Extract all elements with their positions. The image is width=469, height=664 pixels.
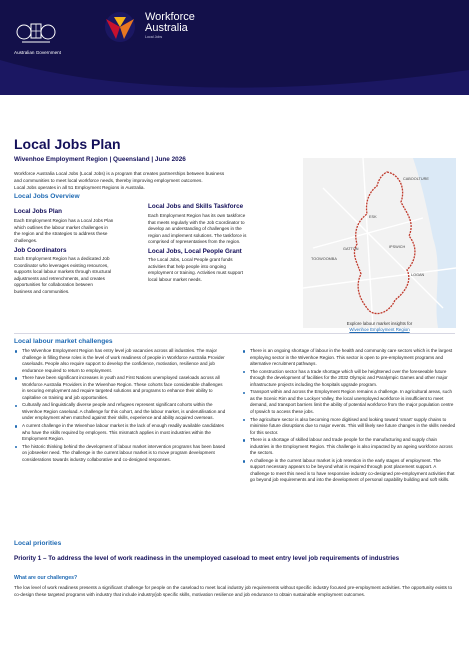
coordinators-text-line: business and communities. — [14, 288, 70, 294]
plan-text-line: which outlines the labour market challenges in — [14, 224, 108, 230]
coordinators-text-line: Each Employment Region has a dedicated Job — [14, 256, 110, 261]
list-item: The Wivenhoe Employment Region has entry level job vacancies across all industries. The major challenge in filling these roles is the level of work readiness of people in Workforce Australia Provider caseloads. People also require support to develop the confidence, motivation, resilience and job endurance required to return to employment. — [14, 348, 226, 374]
list-item: There is an ongoing shortage of labour in the health and community care sectors which is the largest employing sector in the Wivenhoe Region. This sector is open to pre-employment programs and alternative recruitment pathways. — [242, 348, 456, 368]
map-label: LOGAN — [411, 273, 425, 277]
plan-text-line: Each Employment Region has a Local Jobs Plan — [14, 218, 114, 223]
plan-text — [14, 218, 154, 244]
page-header — [0, 0, 469, 95]
list-item: A current challenge in the Wivenhoe labour market is the lack of enough readily available candidates who have the skills required by employers. This mismatch applies in most industries within the Employment Region. — [14, 423, 226, 443]
list-item: Culturally and linguistically diverse people and refugees represent significant cohorts within the Wivenhoe Region caseload. A challenge for this cohort, and the labour market, is underutilisation and under employment when matched against their skills, experience and ability acquired overseas. — [14, 402, 226, 422]
plan-text-line: challenges. — [14, 237, 38, 243]
challenges-right-list — [242, 348, 456, 485]
priority-1-title: Priority 1 – To address the level of work readiness in the unemployed caseload to meet entry level job requirements of industries — [14, 555, 400, 562]
coordinators-text-line: adjustments and retrenchments, and creates — [14, 275, 105, 281]
challenges-left-list — [14, 348, 226, 464]
coordinators-text-line: supports local labour markets through structural — [14, 269, 112, 275]
map-caption-text: Explore labour market insights for — [346, 321, 413, 326]
challenges-heading: Local labour market challenges — [14, 338, 113, 345]
brand-subtitle: Local Jobs — [145, 35, 163, 39]
list-item: The construction sector has a trade shortage which will be heightened over the foreseeable future through the development of facilities for the 2032 Olympic and Paralympic Games and other major infrastructure projects including the hospitals upgrade program. — [242, 369, 456, 389]
map-label: ESK — [369, 215, 377, 219]
brand-title — [145, 12, 195, 34]
grant-heading: Local Jobs, Local People Grant — [148, 248, 242, 255]
intro-line: and communities to meet local workforce needs, thereby improving employment outcomes. — [14, 178, 203, 183]
taskforce-text-line: develop an understanding of challenges in the — [148, 226, 242, 232]
list-item: The agriculture sector is also becoming more digitised and looking toward 'smart' supply chains to minimise future disruptions due to major events. This will likely see future changes in the skills needed for this sector. — [242, 417, 456, 437]
coordinators-text-line: opportunities for collaboration between — [14, 282, 93, 288]
list-item: There is a shortage of skilled labour and trade people for the manufacturing and supply chain industries in the Employment Region. This challenge is also impacted by an ageing workforce across the sectors. — [242, 437, 456, 457]
priorities-heading: Local priorities — [14, 540, 62, 547]
grant-text-line: employment or training. Activities must support — [148, 270, 243, 276]
map-label: TOOWOOMBA — [311, 257, 337, 261]
grant-text-line: local labour market needs. — [148, 276, 202, 282]
region-map[interactable] — [303, 158, 456, 328]
plan-text-line: the region and the strategies to address these — [14, 231, 108, 237]
taskforce-text — [148, 213, 294, 246]
taskforce-text-line: Each Employment Region has its own taskforce — [148, 213, 246, 218]
taskforce-text-line: comprised of representatives from the region. — [148, 239, 241, 245]
brand-title-line1: Workforce — [145, 11, 195, 23]
list-item: There have been significant increases in youth and First Nations unemployed caseloads across all Workforce Australia Providers in the Wivenhoe Region. These cohorts face considerable challenges in securing employment and require targeted solutions and programs to enhance their ability to capitalise on training and job opportunities. — [14, 375, 226, 401]
grant-text-line: The Local Jobs, Local People grant funds — [148, 257, 233, 262]
map-caption — [303, 321, 456, 334]
page-subtitle: Wivenhoe Employment Region | Queensland | June 2026 — [14, 156, 186, 163]
intro-line: Local Jobs operates in all 51 Employment Regions in Australia. — [14, 185, 145, 190]
coat-of-arms-icon — [14, 18, 58, 48]
brand-title-line2: Australia — [145, 22, 188, 34]
map-label: IPSWICH — [389, 245, 406, 249]
page-title: Local Jobs Plan — [14, 136, 121, 152]
government-name: Australian Government — [14, 50, 61, 55]
coordinators-text — [14, 256, 154, 296]
taskforce-heading: Local Jobs and Skills Taskforce — [148, 203, 244, 210]
grant-text — [148, 257, 294, 283]
taskforce-text-line: that meets regularly with the Job Coordinator to — [148, 219, 245, 225]
overview-heading: Local Jobs Overview — [14, 193, 80, 200]
grant-text-line: activities that help people into ongoing — [148, 263, 226, 269]
intro-paragraph — [14, 170, 290, 191]
list-item: Transport within and across the Employment Region remains a challenge. In agricultural areas, such as the Scenic Rim and the Lockyer Valley, the local unemployed workforce is insufficient to meet demand, and transport barriers limit the ability of potential workforce from the major population centre of Ipswich to access these jobs. — [242, 389, 456, 415]
coordinators-text-line: Coordinator who leverages existing resources, — [14, 262, 109, 268]
coordinators-heading: Job Coordinators — [14, 247, 67, 254]
list-item: A challenge in the current labour market is job retention in the early stages of employment. The support necessary appears to be beyond what is required through post placement support. A challenge to meet this need is to have responsive industry co-designed pre-employment activities that go beyond job requirements and into the development of personal capability building and soft skills. — [242, 458, 456, 484]
map-insights-link[interactable]: Wivenhoe Employment Region — [349, 327, 410, 333]
priority-1-question: What are our challenges? — [14, 575, 78, 581]
section-divider — [14, 333, 455, 334]
priority-1-text: The low level of work readiness presents a significant challenge for people on the caseload to meet local industry job requirements without specific industry focused pre-employment activities. The opportunity exists to co-design these targeted programs with industry that include industry/job specific skills, motivation resilience and job endurance to obtain sustainable employment outcomes. — [14, 585, 453, 597]
plan-heading: Local Jobs Plan — [14, 208, 62, 215]
map-label: GATTON — [343, 247, 359, 251]
map-label: CABOOLTURE — [403, 177, 429, 181]
header-decoration — [0, 0, 469, 95]
workforce-australia-logo-icon — [100, 11, 140, 43]
intro-line: Workforce Australia Local Jobs (Local Jobs) is a program that creates partnerships between business — [14, 171, 225, 176]
list-item: The historic thinking behind the development of labour market intervention programs has been based on jobseeker need. The challenge in the current labour market is to move program development considerations towards industry collaborative and co-designed responses. — [14, 444, 226, 464]
taskforce-text-line: region and implement solutions. The taskforce is — [148, 232, 247, 238]
